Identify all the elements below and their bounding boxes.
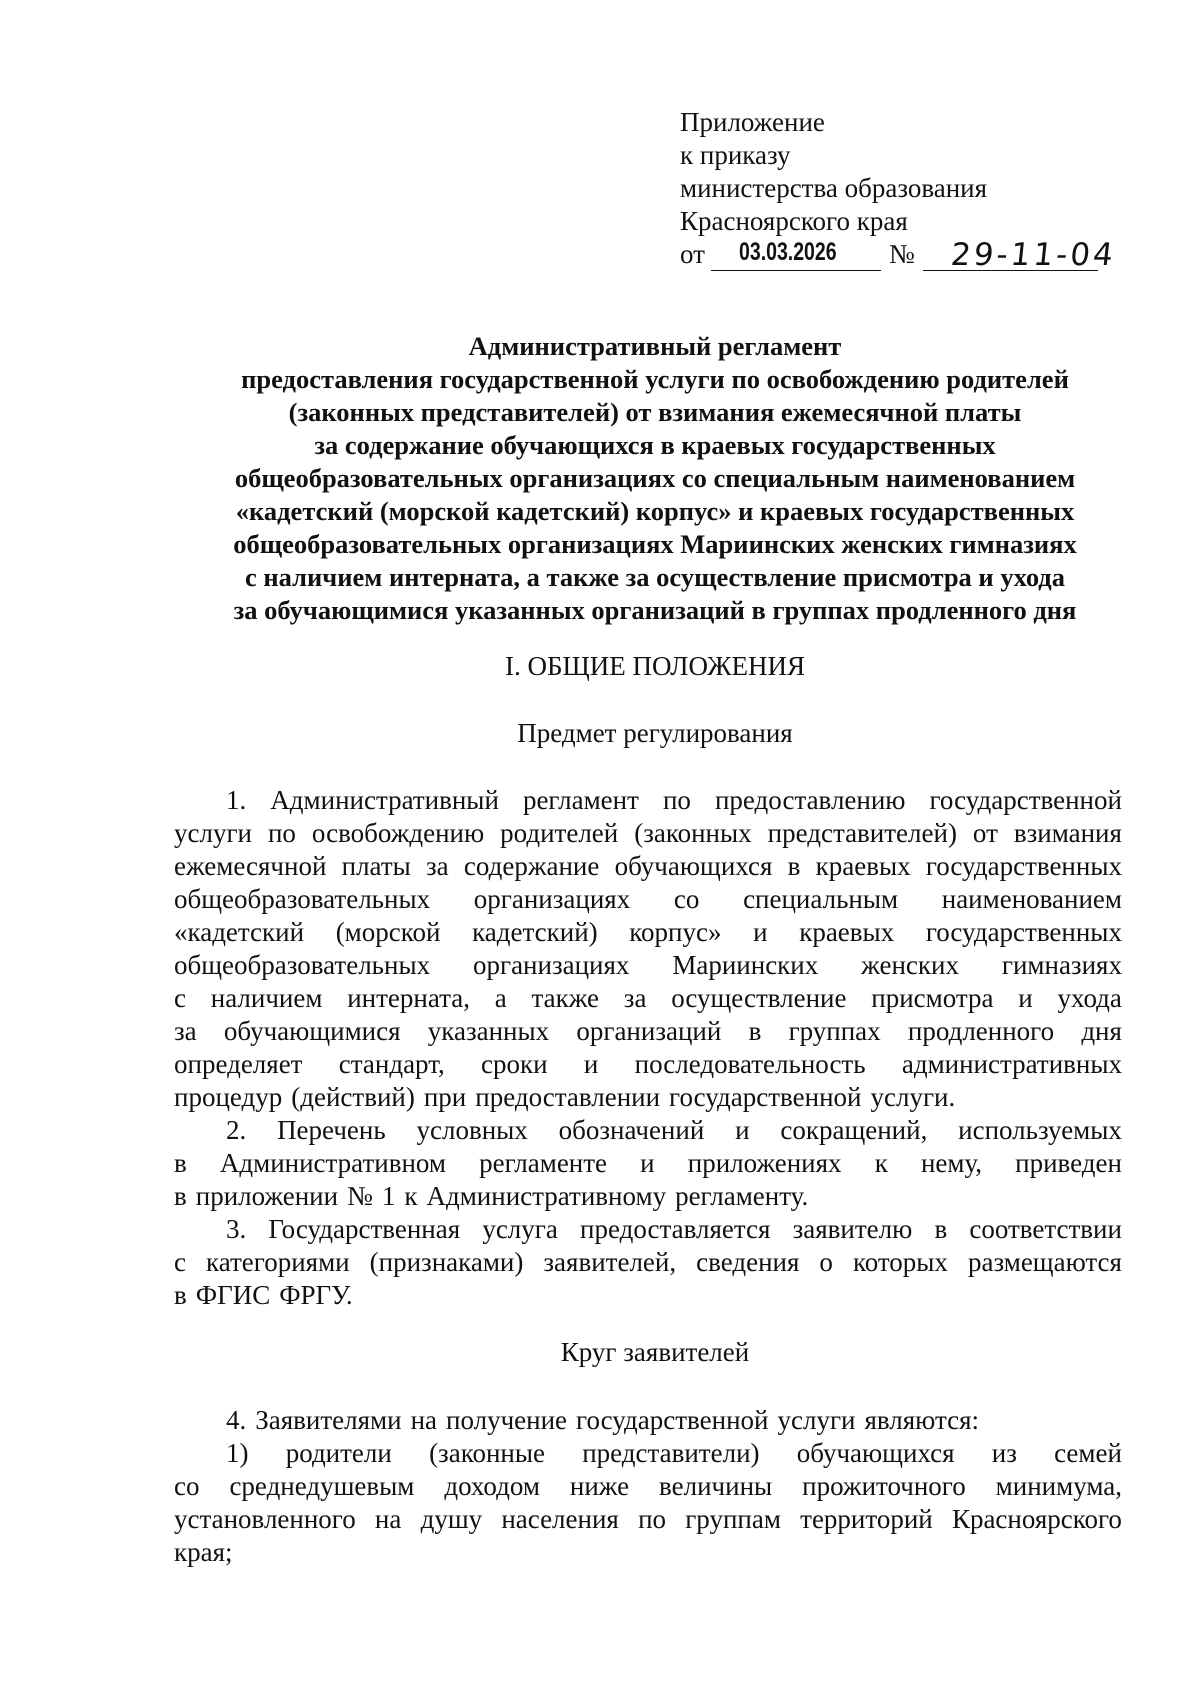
word: минимума, — [995, 1471, 1122, 1501]
word: приложениях — [687, 1148, 842, 1178]
title-line: Административный регламент — [468, 331, 842, 361]
title-line: предоставления государственной услуги по освобождению родителей — [241, 364, 1069, 394]
text-line — [174, 1503, 1122, 1536]
word: (законные — [429, 1438, 545, 1468]
word: обозначений — [558, 1115, 705, 1145]
text-line — [174, 1114, 1122, 1147]
word: соответствии — [969, 1214, 1122, 1244]
word: заявителю — [792, 1214, 913, 1244]
word: организациях — [473, 884, 631, 914]
title-line: общеобразовательных организациях Мариинских женских гимназиях — [233, 529, 1077, 559]
word: ФРГУ. — [279, 1280, 353, 1310]
word: (действий) — [291, 1082, 415, 1112]
word: услуги. — [870, 1082, 956, 1112]
word: взимания — [1013, 818, 1122, 848]
text-line — [174, 817, 1122, 850]
word: обучающихся — [796, 1438, 955, 1468]
appendix-line-2: к приказу — [680, 140, 791, 170]
appendix-line-1: Приложение — [680, 107, 825, 137]
word: ниже — [569, 1471, 630, 1501]
word: группах — [788, 1016, 881, 1046]
word: и — [753, 917, 768, 947]
regulation-title — [120, 330, 1190, 627]
word: Перечень — [277, 1115, 386, 1145]
word: получение — [446, 1405, 568, 1435]
word: гимназиях — [1001, 950, 1122, 980]
text-line — [174, 1437, 1122, 1470]
section-heading: I. ОБЩИЕ ПОЛОЖЕНИЯ — [505, 651, 805, 681]
appendix-header — [680, 106, 1120, 271]
word: регламенте — [479, 1148, 608, 1178]
word: услуга — [482, 1214, 558, 1244]
text-line — [174, 1536, 1122, 1569]
word: 1) — [226, 1438, 249, 1468]
title-line: (законных представителей) от взимания ежемесячной платы — [288, 397, 1022, 427]
word: в — [934, 1214, 948, 1244]
title-line: за содержание обучающихся в краевых государственных — [314, 430, 996, 460]
body-paragraphs-2 — [174, 1404, 1122, 1569]
word: в — [174, 1280, 187, 1310]
text-line — [174, 1081, 1122, 1114]
word: по — [638, 1504, 667, 1534]
text-line — [174, 1147, 1122, 1180]
word: стандарт, — [338, 1049, 445, 1079]
word: организаций — [576, 1016, 722, 1046]
number-label: № — [888, 239, 915, 269]
word: за — [623, 983, 647, 1013]
word: при — [423, 1082, 467, 1112]
word: за — [426, 851, 449, 881]
word: услуги — [174, 818, 252, 848]
word: края; — [174, 1537, 233, 1567]
title-line: с наличием интерната, а также за осуществление присмотра и ухода — [245, 562, 1065, 592]
word: общеобразовательных — [174, 884, 431, 914]
word: краевых — [815, 851, 911, 881]
word: ежемесячной — [174, 851, 327, 881]
word: приложении — [195, 1181, 339, 1211]
word: Административному — [426, 1181, 667, 1211]
word: прожиточного — [802, 1471, 966, 1501]
word: на — [374, 1504, 402, 1534]
word: организациях — [473, 950, 630, 980]
word: содержание — [463, 851, 600, 881]
word: государственных — [925, 851, 1122, 881]
word: интерната, — [347, 983, 470, 1013]
word: из — [991, 1438, 1017, 1468]
word: со — [174, 1471, 200, 1501]
word: душу — [420, 1504, 483, 1534]
subheading-applicants: Круг заявителей — [560, 1337, 750, 1367]
text-line — [174, 850, 1122, 883]
word: (морской — [335, 917, 441, 947]
word: ФГИС — [195, 1280, 271, 1310]
word: на — [410, 1405, 438, 1435]
word: к — [404, 1181, 418, 1211]
appendix-line-3: министерства образования — [680, 173, 988, 203]
word: сокращений, — [780, 1115, 928, 1145]
order-number-field — [923, 237, 1118, 273]
word: 3. — [226, 1214, 247, 1244]
word: заявителей, — [543, 1247, 677, 1277]
word: государственной — [929, 785, 1122, 815]
word: освобождению — [311, 818, 485, 848]
title-line: общеобразовательных организациях со специальным наименованием — [234, 463, 1076, 493]
order-reference — [680, 238, 1120, 271]
word: родителей — [500, 818, 619, 848]
word: группам — [685, 1504, 781, 1534]
text-line — [174, 883, 1122, 916]
word: предоставлении — [475, 1082, 661, 1112]
word: к — [874, 1148, 888, 1178]
word: Красноярского — [951, 1504, 1122, 1534]
word: в — [787, 851, 801, 881]
text-line — [174, 1279, 1122, 1312]
word: среднедушевым — [229, 1471, 415, 1501]
word: административных — [901, 1049, 1122, 1079]
word: ухода — [1057, 983, 1122, 1013]
word: нему, — [920, 1148, 983, 1178]
word: представителей) — [767, 818, 957, 848]
word: корпус» — [629, 917, 722, 947]
word: доходом — [444, 1471, 540, 1501]
word: представители) — [582, 1438, 760, 1468]
word: (законных — [634, 818, 752, 848]
word: сведения — [696, 1247, 800, 1277]
from-label: от — [680, 239, 705, 269]
text-line — [174, 1015, 1122, 1048]
appendix-line-4: Красноярского края — [680, 206, 908, 236]
order-number-handwritten: 29-11-04 — [948, 237, 1118, 273]
word: указанных — [427, 1016, 550, 1046]
word: 1 — [381, 1181, 396, 1211]
word: регламент — [522, 785, 639, 815]
word: по — [267, 818, 296, 848]
word: дня — [1081, 1016, 1122, 1046]
word: территорий — [800, 1504, 933, 1534]
word: Административный — [270, 785, 499, 815]
word: Заявителями — [255, 1405, 402, 1435]
text-line — [174, 982, 1122, 1015]
word: услуги — [777, 1405, 856, 1435]
word: населения — [501, 1504, 619, 1534]
word: и — [1018, 983, 1033, 1013]
word: величины — [659, 1471, 773, 1501]
word: обучающихся — [614, 851, 773, 881]
word: в — [748, 1016, 762, 1046]
word: определяет — [174, 1049, 303, 1079]
word: регламенту. — [675, 1181, 809, 1211]
text-line — [174, 1048, 1122, 1081]
word: Государственная — [268, 1214, 461, 1244]
word: обучающимися — [223, 1016, 401, 1046]
word: краевых — [799, 917, 895, 947]
word: и — [583, 1049, 599, 1079]
subheading-subject: Предмет регулирования — [517, 718, 793, 748]
word: 4. — [226, 1405, 247, 1435]
text-line — [174, 1213, 1122, 1246]
word: предоставляется — [580, 1214, 771, 1244]
order-date-field — [711, 240, 881, 271]
word: по — [662, 785, 691, 815]
word: государственной — [576, 1405, 769, 1435]
word: общеобразовательных — [174, 950, 431, 980]
word: (признаками) — [369, 1247, 524, 1277]
word: приведен — [1015, 1148, 1122, 1178]
word: установленного — [174, 1504, 356, 1534]
word: последовательность — [634, 1049, 866, 1079]
word: и — [640, 1148, 655, 1178]
word: наличием — [210, 983, 323, 1013]
word: являются: — [864, 1405, 980, 1435]
word: предоставлению — [714, 785, 906, 815]
word: в — [174, 1148, 187, 1178]
word: а — [494, 983, 507, 1013]
word: категориями — [206, 1247, 350, 1277]
word: которых — [852, 1247, 948, 1277]
text-line — [174, 949, 1122, 982]
text-line — [174, 916, 1122, 949]
word: Мариинских — [672, 950, 819, 980]
word: от — [972, 818, 998, 848]
text-line — [174, 1180, 1122, 1213]
word: № — [347, 1181, 373, 1211]
word: платы — [341, 851, 411, 881]
word: продленного — [907, 1016, 1055, 1046]
text-line — [174, 784, 1122, 817]
word: и — [735, 1115, 750, 1145]
word: о — [819, 1247, 833, 1277]
word: процедур — [174, 1082, 283, 1112]
word: условных — [416, 1115, 528, 1145]
word: также — [531, 983, 600, 1013]
word: специальным — [743, 884, 899, 914]
word: 2. — [226, 1115, 247, 1145]
word: наименованием — [941, 884, 1122, 914]
word: семей — [1054, 1438, 1122, 1468]
word: 1. — [226, 785, 247, 815]
body-paragraphs-1 — [174, 784, 1122, 1312]
word: осуществление — [671, 983, 847, 1013]
title-line: за обучающимися указанных организаций в группах продленного дня — [233, 595, 1077, 625]
word: государственной — [669, 1082, 862, 1112]
word: государственных — [925, 917, 1122, 947]
word: с — [174, 1247, 186, 1277]
word: в — [174, 1181, 187, 1211]
word: с — [174, 983, 186, 1013]
text-line — [174, 1404, 1122, 1437]
word: кадетский) — [472, 917, 598, 947]
word: используемых — [958, 1115, 1122, 1145]
word: за — [174, 1016, 197, 1046]
title-line: «кадетский (морской кадетский) корпус» и краевых государственных — [235, 496, 1075, 526]
text-line — [174, 1470, 1122, 1503]
word: родители — [285, 1438, 392, 1468]
text-line — [174, 1246, 1122, 1279]
word: женских — [861, 950, 959, 980]
word: со — [673, 884, 700, 914]
order-date-stamp: 03.03.2026 — [738, 238, 837, 266]
word: Административном — [219, 1148, 446, 1178]
word: «кадетский — [174, 917, 305, 947]
word: размещаются — [967, 1247, 1122, 1277]
word: присмотра — [871, 983, 994, 1013]
word: сроки — [481, 1049, 548, 1079]
